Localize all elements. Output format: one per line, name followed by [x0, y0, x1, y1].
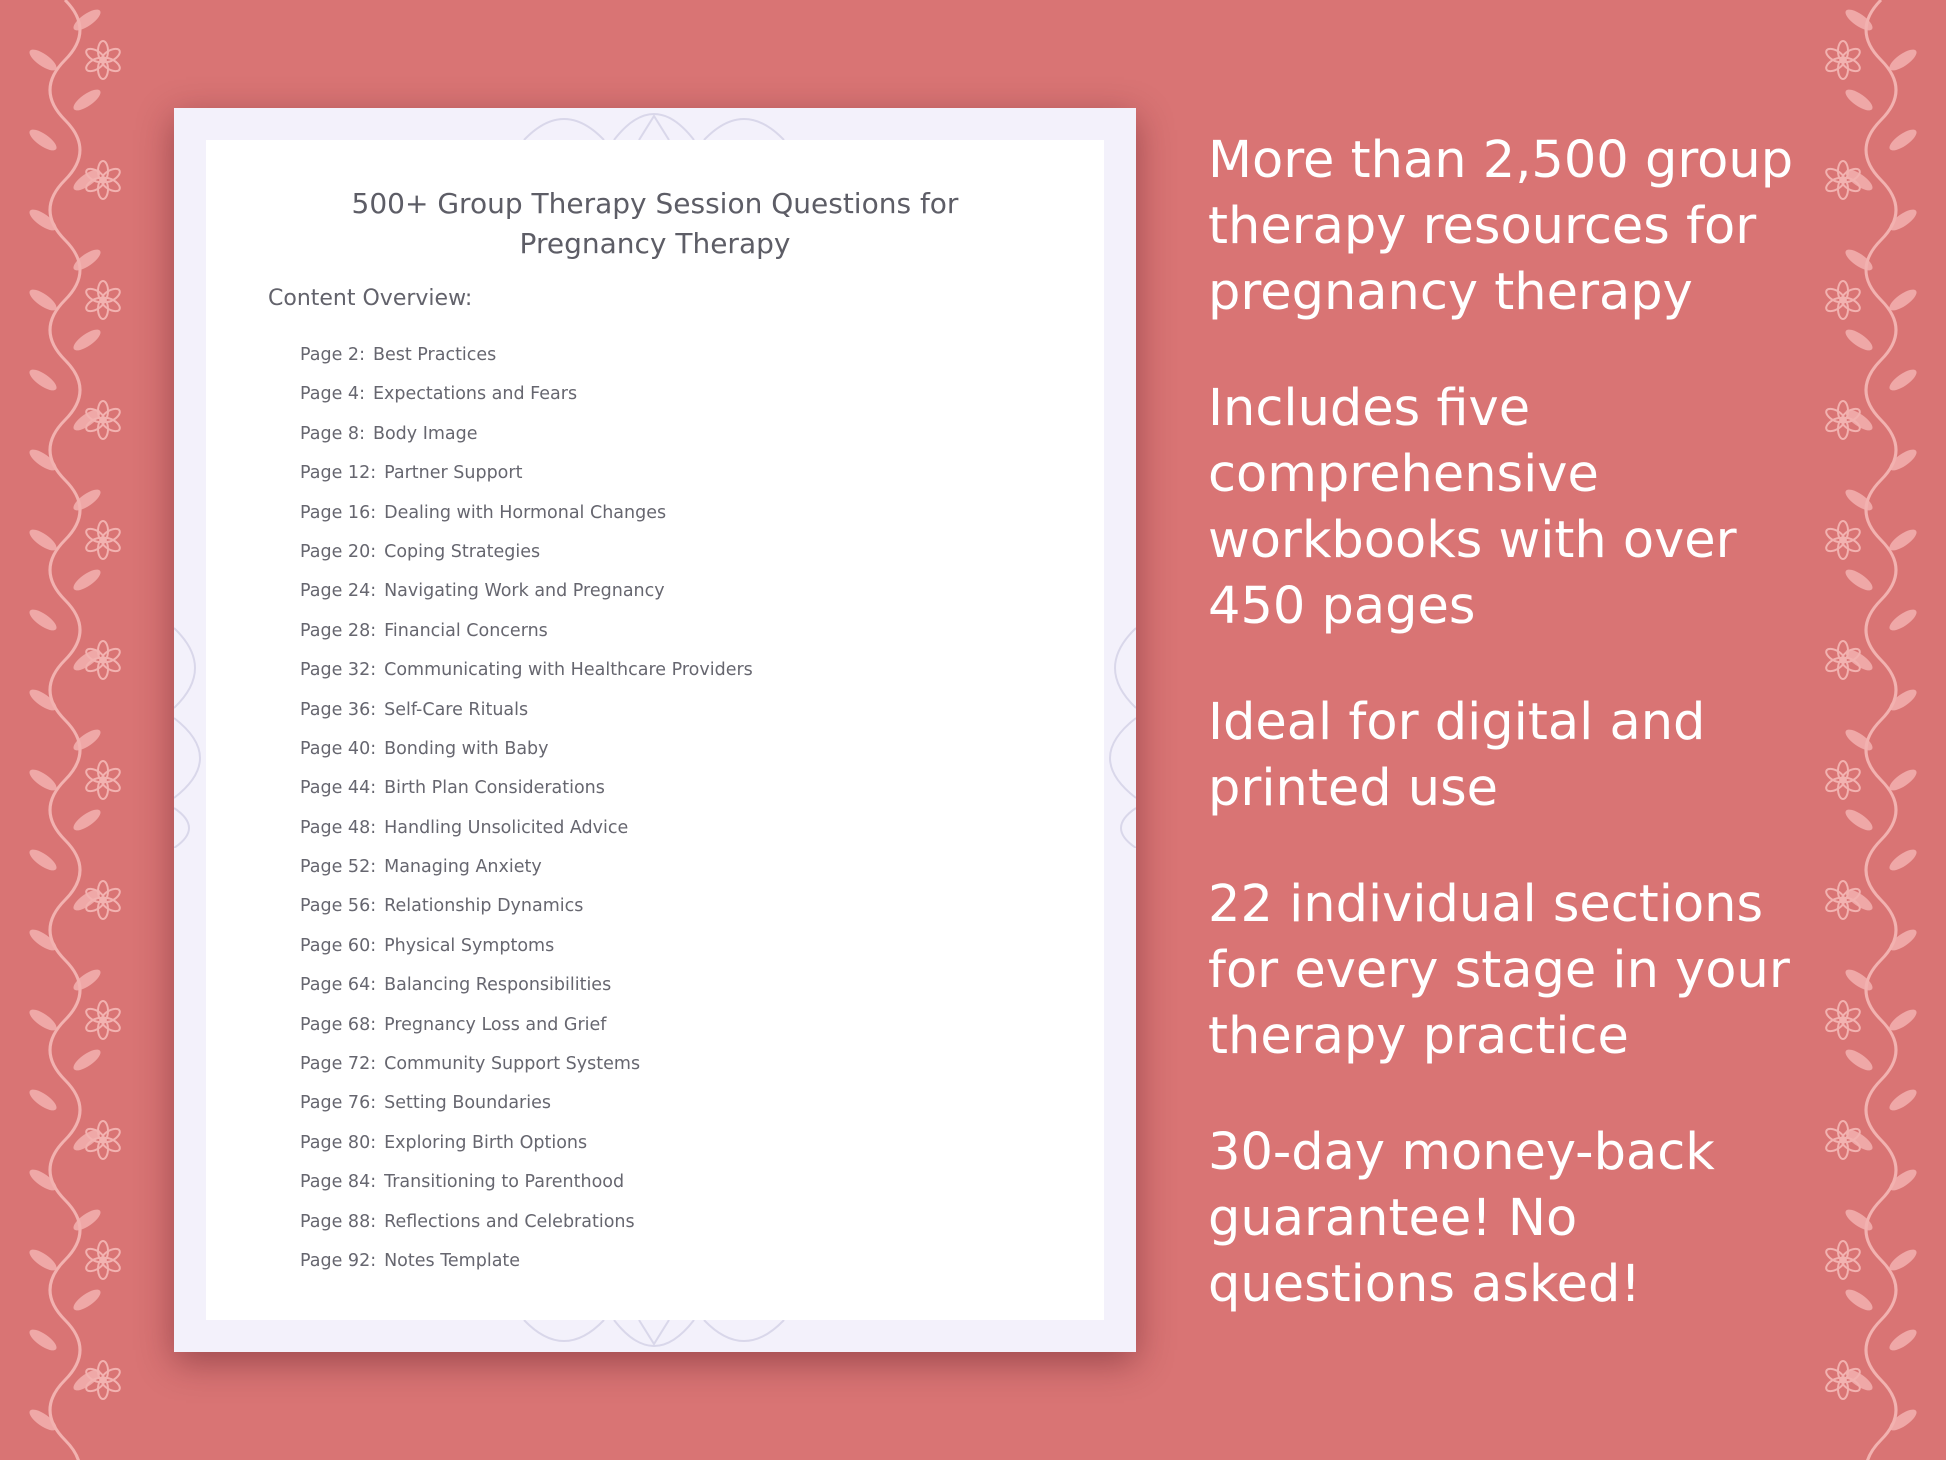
toc-item — [300, 809, 753, 848]
toc-page-number: Page 2: — [300, 345, 365, 365]
toc-page-number: Page 80: — [300, 1132, 377, 1153]
feature-text: Ideal for digital and printed use — [1208, 693, 1706, 818]
mandala-ornament-icon — [504, 108, 804, 140]
toc-item — [300, 848, 753, 887]
toc-item — [300, 1203, 753, 1242]
toc-page-number: Page 64: — [300, 975, 377, 996]
toc-item — [300, 966, 753, 1005]
toc-page-number: Page 92: — [300, 1250, 377, 1271]
toc-topic: Setting Boundaries — [384, 1093, 551, 1114]
toc-page-number: Page 20: — [300, 541, 377, 562]
toc-page-number: Page 12: — [300, 463, 377, 484]
toc-item — [300, 651, 753, 690]
feature-text: 22 individual sections for every stage in your therapy practice — [1208, 875, 1790, 1066]
toc-item — [300, 1242, 753, 1281]
toc-topic: Exploring Birth Options — [384, 1132, 588, 1153]
mandala-ornament-icon — [504, 1320, 804, 1352]
toc-page-number: Page 40: — [300, 738, 377, 759]
toc-page-number: Page 36: — [300, 699, 377, 720]
floral-vine-left-icon — [0, 0, 130, 1460]
toc-topic: Reflections and Celebrations — [384, 1211, 635, 1232]
toc-page-number: Page 16: — [300, 502, 377, 523]
toc-topic: Financial Concerns — [384, 620, 548, 641]
toc-page-number: Page 88: — [300, 1211, 377, 1232]
document-title-line-1: 500+ Group Therapy Session Questions for — [351, 187, 959, 220]
content-overview-label: Content Overview: — [268, 286, 473, 311]
floral-vine-right-icon — [1816, 0, 1946, 1460]
toc-page-number: Page 32: — [300, 660, 377, 681]
document-preview-page — [174, 108, 1136, 1352]
toc-topic: Coping Strategies — [384, 541, 541, 562]
feature-text: Includes five comprehensive workbooks with over 450 pages — [1208, 379, 1737, 636]
toc-item — [300, 454, 753, 493]
feature-text: 30-day money-back guarantee! No questions asked! — [1208, 1123, 1715, 1314]
toc-topic: Balancing Responsibilities — [384, 975, 612, 996]
toc-item — [300, 1006, 753, 1045]
toc-topic: Community Support Systems — [384, 1054, 641, 1075]
toc-page-number: Page 68: — [300, 1014, 377, 1035]
toc-page-number: Page 52: — [300, 857, 377, 878]
toc-topic: Navigating Work and Pregnancy — [384, 581, 665, 602]
toc-topic: Pregnancy Loss and Grief — [384, 1014, 607, 1035]
toc-topic: Managing Anxiety — [384, 857, 542, 878]
toc-item — [300, 927, 753, 966]
toc-item — [300, 1163, 753, 1202]
toc-page-number: Page 60: — [300, 935, 377, 956]
toc-topic: Partner Support — [384, 463, 523, 484]
toc-item — [300, 572, 753, 611]
toc-item — [300, 730, 753, 769]
toc-item — [300, 336, 753, 375]
toc-page-number: Page 44: — [300, 778, 377, 799]
toc-page-number: Page 48: — [300, 817, 377, 838]
toc-topic: Transitioning to Parenthood — [384, 1172, 625, 1193]
toc-item — [300, 612, 753, 651]
toc-page-number: Page 56: — [300, 896, 377, 917]
toc-item — [300, 415, 753, 454]
toc-page-number: Page 8: — [300, 423, 365, 444]
document-title — [266, 184, 1044, 264]
mandala-ornament-icon — [174, 608, 206, 848]
toc-item — [300, 887, 753, 926]
toc-item — [300, 1045, 753, 1084]
toc-item — [300, 1124, 753, 1163]
toc-item — [300, 533, 753, 572]
toc-page-number: Page 24: — [300, 581, 377, 602]
toc-page-number: Page 76: — [300, 1093, 377, 1114]
toc-item — [300, 1084, 753, 1123]
mandala-ornament-icon — [1104, 608, 1136, 848]
toc-topic: Relationship Dynamics — [384, 896, 584, 917]
toc-item — [300, 769, 753, 808]
toc-topic: Bonding with Baby — [384, 738, 549, 759]
toc-page-number: Page 28: — [300, 620, 377, 641]
toc-topic: Body Image — [372, 423, 478, 444]
toc-page-number: Page 72: — [300, 1054, 377, 1075]
toc-page-number: Page 4: — [300, 384, 365, 405]
table-of-contents — [300, 336, 753, 1281]
toc-item — [300, 494, 753, 533]
toc-topic: Expectations and Fears — [372, 384, 578, 405]
toc-topic: Birth Plan Considerations — [384, 778, 605, 799]
toc-topic: Notes Template — [384, 1250, 521, 1271]
toc-item — [300, 691, 753, 730]
toc-topic: Best Practices — [372, 345, 497, 365]
toc-topic: Handling Unsolicited Advice — [384, 817, 629, 838]
toc-page-number: Page 84: — [300, 1172, 377, 1193]
toc-topic: Physical Symptoms — [384, 935, 555, 956]
document-content — [206, 140, 1104, 1320]
toc-topic: Communicating with Healthcare Providers — [384, 660, 753, 681]
toc-topic: Dealing with Hormonal Changes — [384, 502, 667, 523]
feature-text: More than 2,500 group therapy resources for pregnancy therapy — [1208, 131, 1794, 322]
feature-list — [1208, 128, 1808, 1368]
document-title-line-2: Pregnancy Therapy — [519, 227, 791, 260]
toc-topic: Self-Care Rituals — [384, 699, 529, 720]
toc-item — [300, 375, 753, 414]
